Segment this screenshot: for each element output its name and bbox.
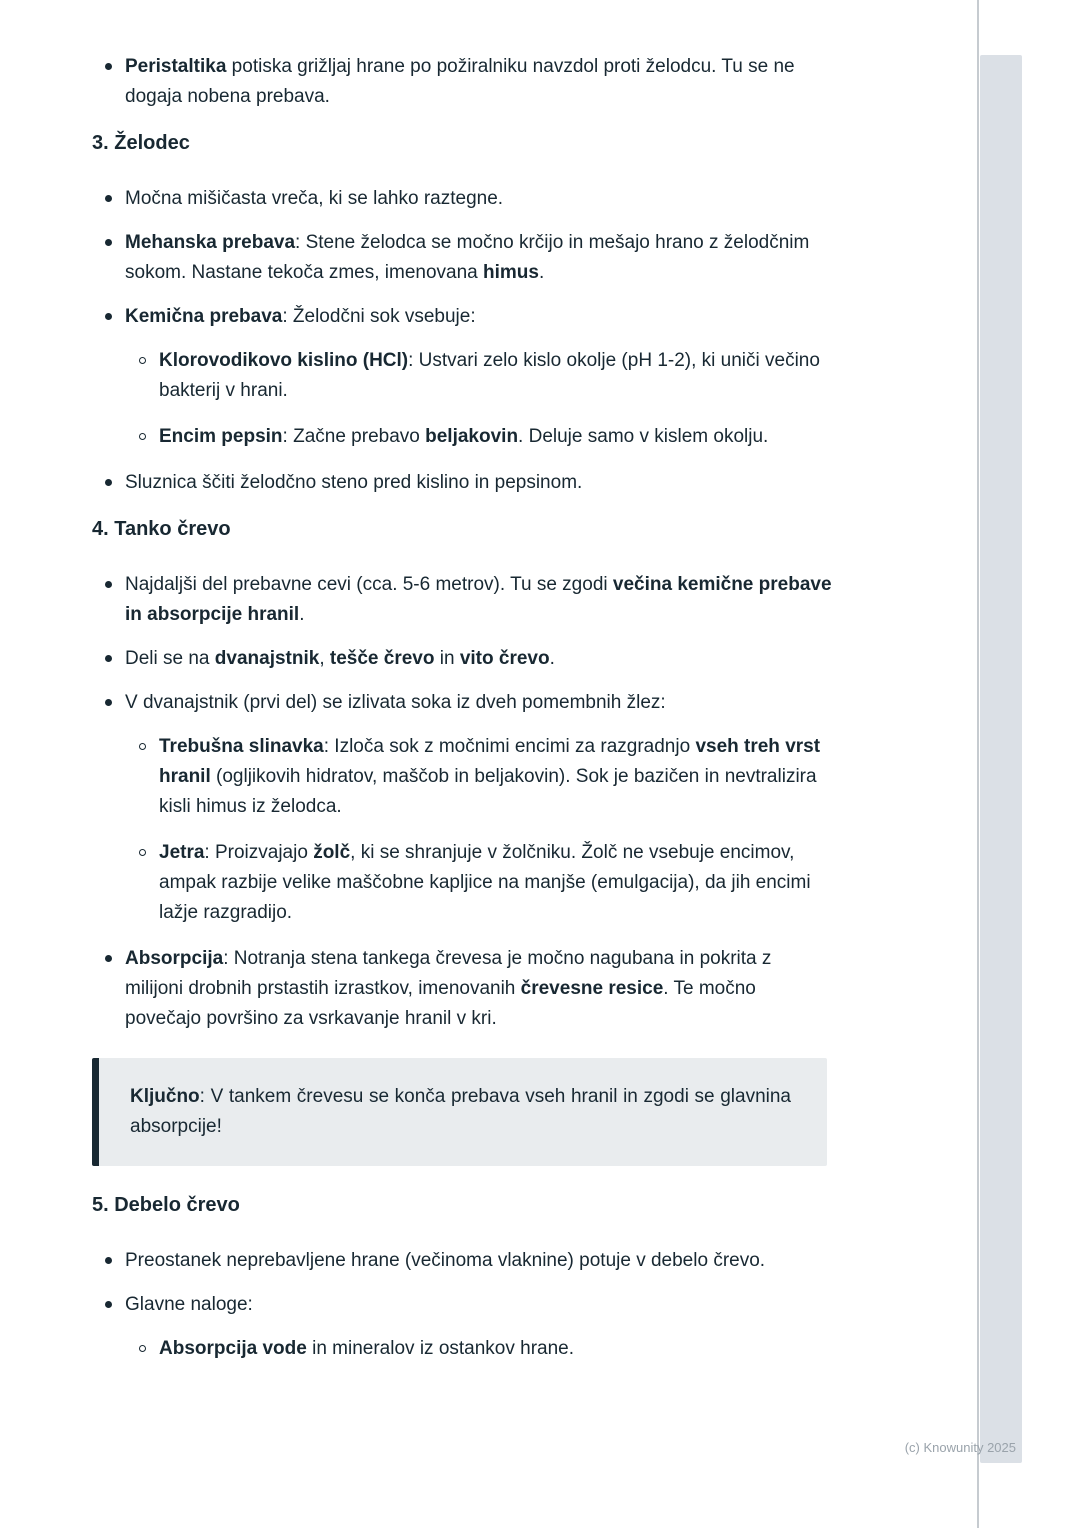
open-circle-marker-icon [126, 346, 159, 406]
bold-text-run: Kemična prebava [125, 306, 283, 327]
bullet-text [125, 184, 834, 214]
bullet-item [92, 468, 834, 498]
sub-bullet-item [92, 732, 834, 822]
bullet-item [92, 1290, 834, 1320]
bullet-text [125, 688, 834, 718]
bold-text-run: tešče črevo [329, 648, 435, 669]
bold-text-run: dvanajstnik [214, 648, 320, 669]
bold-text-run: vseh treh vrst hranil [159, 736, 821, 787]
bullet-dot-icon [92, 570, 125, 630]
text-run: . Deluje samo v kislem okolju. [518, 426, 769, 447]
bullet-dot-icon [105, 1257, 112, 1264]
bullet-dot-icon [92, 184, 125, 214]
bullet-item [92, 644, 834, 674]
bullet-dot-icon [92, 1246, 125, 1276]
callout-text [130, 1082, 791, 1142]
bullet-text [125, 1246, 834, 1276]
bold-text-run: Ključno [130, 1086, 200, 1107]
bullet-text [159, 346, 834, 406]
text-run: , ki se shranjuje v žolčniku. Žolč ne vsebuje encimov, ampak razbije velike maščobne kapljice na manjše (emulgacija), da jih encimi lažje razgradijo. [159, 842, 811, 923]
bullet-dot-icon [105, 63, 112, 70]
bold-text-run: Peristaltika [125, 56, 227, 77]
bullet-dot-icon [92, 944, 125, 1034]
bullet-text [125, 944, 834, 1034]
open-circle-marker-icon [139, 357, 146, 364]
bullet-text [125, 644, 834, 674]
sub-bullet-item [92, 346, 834, 406]
bullet-text [159, 1334, 834, 1364]
scrollbar-track[interactable] [980, 55, 1022, 1463]
callout-box [92, 1058, 827, 1166]
text-run: in [434, 648, 460, 669]
sub-bullet-item [92, 1334, 834, 1364]
text-run: potiska grižljaj hrane po požiralniku navzdol proti želodcu. Tu se ne dogaja nobena prebava. [125, 56, 795, 107]
open-circle-marker-icon [139, 1345, 146, 1352]
bullet-dot-icon [105, 239, 112, 246]
text-run: . Te močno povečajo površino za vsrkavanje hranil v kri. [125, 978, 756, 1029]
open-circle-marker-icon [139, 849, 146, 856]
bullet-item [92, 228, 834, 288]
text-run: . [549, 648, 555, 669]
bullet-dot-icon [92, 52, 125, 112]
open-circle-marker-icon [139, 743, 146, 750]
text-run: : Notranja stena tankega črevesa je močno nagubana in pokrita z milijoni drobnih prstastih izrastkov, imenovanih [125, 948, 772, 999]
bullet-text [125, 302, 834, 332]
text-run: : V tankem črevesu se konča prebava vseh hranil in zgodi se glavnina absorpcije! [130, 1086, 791, 1137]
text-run: Najdaljši del prebavne cevi (cca. 5-6 metrov). Tu se zgodi [125, 574, 613, 595]
bullet-dot-icon [105, 955, 112, 962]
bullet-dot-icon [92, 688, 125, 718]
bold-text-run: vito črevo [459, 648, 550, 669]
section-heading: 5. Debelo črevo [92, 1194, 240, 1216]
bullet-dot-icon [105, 195, 112, 202]
text-run: (ogljikovih hidratov, maščob in beljakovin). Sok je bazičen in nevtralizira kisli himus iz želodca. [159, 766, 817, 817]
bold-text-run: Absorpcija vode [159, 1338, 307, 1359]
text-run: V dvanajstnik (prvi del) se izlivata soka iz dveh pomembnih žlez: [125, 692, 666, 713]
bold-text-run: Encim pepsin [159, 426, 283, 447]
bullet-text [159, 732, 834, 822]
bold-text-run: Jetra [159, 842, 205, 863]
text-run: in mineralov iz ostankov hrane. [306, 1338, 575, 1359]
text-run: : Proizvajajo [204, 842, 314, 863]
text-run: : Ustvari zelo kislo okolje (pH 1-2), ki uniči večino bakterij v hrani. [159, 350, 820, 401]
bold-text-run: večina kemične prebave in absorpcije hranil [125, 574, 832, 625]
bold-text-run: črevesne resice [520, 978, 664, 999]
bullet-text [159, 422, 834, 452]
bullet-item [92, 570, 834, 630]
text-run: . [299, 604, 305, 625]
open-circle-marker-icon [139, 433, 146, 440]
open-circle-marker-icon [126, 1334, 159, 1364]
bold-text-run: Mehanska prebava [125, 232, 296, 253]
text-run: Deli se na [125, 648, 215, 669]
bullet-dot-icon [105, 699, 112, 706]
text-run: , [319, 648, 330, 669]
sub-bullet-item [92, 838, 834, 928]
text-run: : Stene želodca se močno krčijo in mešajo hrano z želodčnim sokom. Nastane tekoča zmes, imenovana [125, 232, 810, 283]
page-edge-divider [977, 0, 979, 1528]
text-run: : Želodčni sok vsebuje: [282, 306, 476, 327]
section-heading: 3. Želodec [92, 132, 190, 154]
text-run: : Izloča sok z močnimi encimi za razgradnjo [323, 736, 696, 757]
bullet-dot-icon [105, 479, 112, 486]
bullet-dot-icon [92, 468, 125, 498]
bullet-item [92, 52, 834, 112]
bullet-item [92, 688, 834, 718]
bullet-item [92, 944, 834, 1034]
text-run: Preostanek neprebavljene hrane (večinoma vlaknine) potuje v debelo črevo. [125, 1250, 766, 1271]
watermark-text: (c) Knowunity 2025 [904, 1440, 1016, 1455]
bullet-dot-icon [105, 655, 112, 662]
bold-text-run: Trebušna slinavka [159, 736, 324, 757]
bold-text-run: žolč [313, 842, 351, 863]
text-run: Močna mišičasta vreča, ki se lahko raztegne. [125, 188, 504, 209]
bullet-dot-icon [92, 1290, 125, 1320]
bullet-dot-icon [105, 581, 112, 588]
bullet-text [125, 468, 834, 498]
bullet-dot-icon [92, 302, 125, 332]
text-run: . [538, 262, 545, 283]
bullet-dot-icon [105, 1301, 112, 1308]
bullet-item [92, 184, 834, 214]
section-heading: 4. Tanko črevo [92, 518, 231, 540]
bullet-dot-icon [92, 228, 125, 288]
open-circle-marker-icon [126, 838, 159, 928]
bullet-dot-icon [92, 644, 125, 674]
bullet-text [125, 1290, 834, 1320]
open-circle-marker-icon [126, 422, 159, 452]
bullet-item [92, 1246, 834, 1276]
bullet-text [125, 570, 834, 630]
text-run: : Začne prebavo [282, 426, 426, 447]
bold-text-run: beljakovin [425, 426, 519, 447]
document-content [92, 52, 834, 1364]
text-run: Sluznica ščiti želodčno steno pred kislino in pepsinom. [125, 472, 583, 493]
bullet-text [125, 52, 834, 112]
bullet-dot-icon [105, 313, 112, 320]
bullet-text [125, 228, 834, 288]
text-run: Glavne naloge: [125, 1294, 253, 1315]
bold-text-run: himus [483, 262, 539, 283]
bold-text-run: Klorovodikovo kislino (HCl) [159, 350, 409, 371]
bullet-text [159, 838, 834, 928]
sub-bullet-item [92, 422, 834, 452]
bullet-item [92, 302, 834, 332]
bold-text-run: Absorpcija [125, 948, 224, 969]
open-circle-marker-icon [126, 732, 159, 822]
